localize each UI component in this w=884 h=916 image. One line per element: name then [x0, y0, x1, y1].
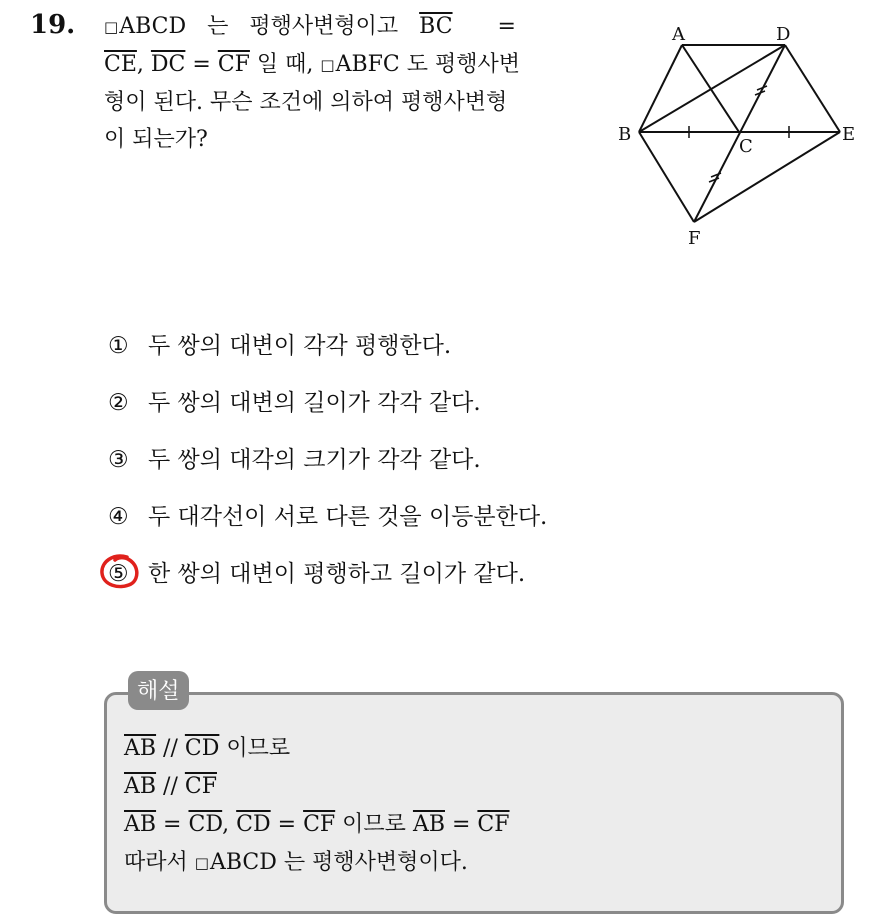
- question-line-3: 형이 된다. 무슨 조건에 의하여 평행사변형: [104, 90, 508, 115]
- question-line-2: $\overline{CE}$, $\overline{DC} = \overline{CF}$ 일 때, □ABFC 도 평행사변: [104, 52, 520, 77]
- explanation-tag: 해설: [128, 671, 189, 710]
- choice-5[interactable]: ⑤ 한 쌍의 대변이 평행하고 길이가 같다.: [108, 561, 526, 587]
- question-number: 19.: [30, 10, 76, 40]
- label-e: E: [842, 124, 856, 145]
- choice-4[interactable]: ④ 두 대각선이 서로 다른 것을 이등분한다.: [108, 504, 548, 530]
- explanation-line-3: $\overline{AB} = \overline{CD}$, $\overline{CD} = \overline{CF}$ 이므로 $\overline{AB} = \overline{CF}$: [124, 812, 510, 837]
- parallelogram-figure: [600, 10, 870, 250]
- choice-2[interactable]: ② 두 쌍의 대변의 길이가 각각 같다.: [108, 390, 481, 416]
- answer-circle-mark: [97, 552, 141, 592]
- label-f: F: [688, 228, 701, 249]
- choice-1[interactable]: ① 두 쌍의 대변이 각각 평행한다.: [108, 333, 452, 359]
- explanation-text: [124, 730, 510, 882]
- explanation-line-1: $\overline{AB} // \overline{CD}$ 이므로: [124, 736, 291, 761]
- tick-cf-1: [711, 173, 721, 177]
- label-d: D: [776, 24, 791, 45]
- label-a: A: [672, 24, 685, 45]
- question-line-4: 이 되는가?: [104, 127, 208, 152]
- explanation-line-2: $\overline{AB} // \overline{CF}$: [124, 774, 217, 799]
- choice-3[interactable]: ③ 두 쌍의 대각의 크기가 각각 같다.: [108, 447, 481, 473]
- answer-choices: [108, 328, 547, 613]
- explanation-line-4: 따라서 □ABCD 는 평행사변형이다.: [124, 850, 468, 875]
- question-text: [104, 8, 574, 158]
- label-c: C: [739, 136, 753, 157]
- label-b: B: [618, 124, 632, 145]
- question-line-1: □ABCD 는 평행사변형이고 $\overline{BC}$ =: [104, 14, 516, 39]
